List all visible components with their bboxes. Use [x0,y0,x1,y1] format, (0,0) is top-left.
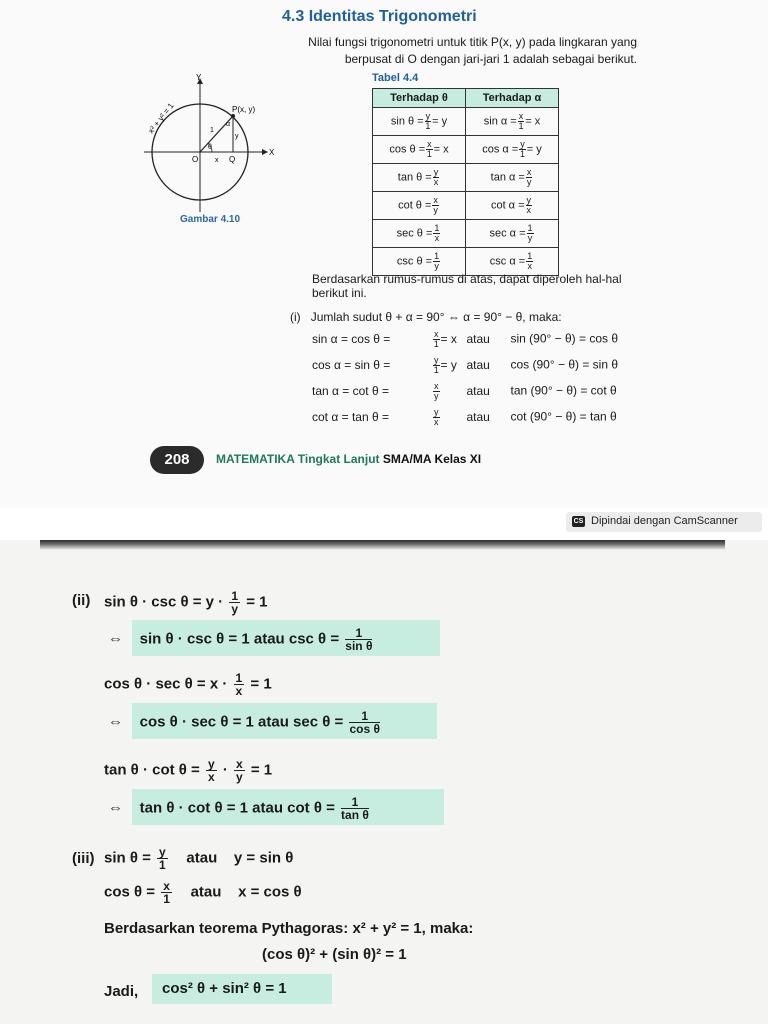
cell-rhs: = y [432,115,448,128]
ii-line-6-num: 1 [341,796,369,809]
footer-book-title [216,452,481,466]
table-row [373,220,559,248]
iii-line-1-b: y = sin θ [233,849,294,867]
ii-line-5-dot: · [222,761,228,779]
cell-num: 1 [434,251,440,261]
row-b: = y [440,357,457,372]
ii-line-3-den: x [235,684,243,698]
cell-den: 1 [425,121,431,131]
footer-plain: SMA/MA Kelas XI [382,452,482,466]
point-q-label: Q [229,155,236,164]
row-c: cot (90° − θ) = tan θ [510,409,617,424]
cell-rhs: = x [433,143,449,156]
cell-lhs: sec θ = [396,227,433,240]
theta-label: θ [208,144,212,151]
cell-frac [425,112,432,131]
cell-num: x [526,167,532,177]
x-segment-label: x [215,157,219,164]
cell-num: 1 [527,223,533,233]
row-frac [433,330,440,349]
ii-line-1-num: 1 [231,589,239,603]
cell-lhs: cot α = [490,199,525,212]
cell-frac [526,196,533,215]
pythagoras-text: Berdasarkan teorema Pythagoras: x² + y² = 1, maka: [104,920,474,937]
table-cell-alpha [466,192,559,220]
ii-line-5-num-2: x [236,757,243,771]
point-p-label: P(x, y) [232,105,256,114]
ii-line-4-a: cos θ · sec θ = 1 atau sec θ = [139,713,344,731]
row-frac [433,408,440,427]
ii-line-4-den: cos θ [349,722,380,736]
iii-line-1 [104,846,293,871]
table-cell-theta [373,136,466,164]
item-i-heading [290,310,562,324]
table-cell-alpha [466,108,559,136]
ii-line-6-a: tan θ · cot θ = 1 atau cot θ = [139,799,335,817]
point-p [231,114,235,118]
table-cell-theta [373,192,466,220]
x-axis-arrow [262,149,268,155]
cell-num: 1 [527,251,533,261]
row-c: cos (90° − θ) = sin θ [510,357,619,372]
axis-y-label: Y [196,73,202,82]
cell-frac [527,224,534,243]
ii-line-6-den: tan θ [341,808,369,822]
item-i-row [312,382,617,401]
cell-lhs: sec α = [489,227,526,240]
iii-line-2-frac [161,880,172,905]
cell-num: y [425,111,431,121]
iii-line-1-a: sin θ = [104,849,151,867]
item-iii-label: (iii) [72,850,95,867]
page-number-badge: 208 [150,446,204,474]
circle-equation: x² + y² = 1 [146,101,176,136]
row-c: tan (90° − θ) = cot θ [510,383,617,398]
ii-line-5-frac-1 [206,758,217,783]
origin-label: O [192,155,199,164]
cell-num: y [526,195,532,205]
table-cell-alpha [466,136,559,164]
ii-line-6 [108,796,371,821]
alpha-label: α [226,121,231,128]
cell-den: y [434,261,439,271]
row-num: y [434,407,439,417]
cell-num: y [433,167,439,177]
axis-x-label: X [269,148,275,157]
derived-paragraph [312,272,652,300]
row-a: cos α = sin θ = [312,357,391,372]
row-den: x [434,417,439,427]
ii-line-6-frac [341,796,369,821]
cell-frac [526,168,533,187]
ii-line-1-frac [229,590,240,615]
item-i-row [312,356,618,375]
table-header-alpha: Terhadap α [466,89,559,108]
ii-line-1-a: sin θ · csc θ = y · [104,593,224,611]
ii-line-4-num: 1 [349,710,380,723]
table-header-theta: Terhadap θ [373,89,466,108]
section-title: 4.3 Identitas Trigonometri [282,8,477,25]
row-num: y [434,355,439,365]
ii-line-4 [108,710,382,735]
ii-line-5-num-1: y [207,757,215,771]
cell-den: x [526,205,532,215]
cell-den: x [433,177,439,187]
row-atau: atau [466,331,490,346]
cell-lhs: cos θ = [389,143,426,156]
table-row [373,164,559,192]
trig-table [372,88,559,276]
table-cell-alpha [466,164,559,192]
cell-frac [519,140,526,159]
ii-line-3-frac [234,672,245,697]
ii-line-1 [104,590,268,615]
ii-line-5-den-1: x [207,770,215,784]
ii-line-2 [108,627,374,652]
ii-line-4-arrow: ⇔ [108,713,123,731]
iii-line-2-atau: atau [190,883,222,901]
table-cell-alpha [466,220,559,248]
cell-num: x [518,111,524,121]
table-cell-theta [373,164,466,192]
cell-rhs: = y [526,143,542,156]
table-row [373,136,559,164]
cell-rhs: = x [525,115,541,128]
iii-line-2-b: x = cos θ [238,883,302,901]
ii-line-1-den: y [231,602,239,616]
ii-line-3-num: 1 [235,671,243,685]
cell-frac [433,168,440,187]
cell-lhs: cot θ = [398,199,432,212]
ii-line-5-den-2: y [236,770,243,784]
row-den: y [434,391,439,401]
iii-line-1-den: 1 [159,858,166,872]
cell-den: y [526,177,532,187]
row-atau: atau [466,409,490,424]
row-den: 1 [433,365,439,375]
table-cell-theta [373,108,466,136]
cell-frac [432,196,439,215]
cell-frac [518,112,525,131]
footer-colored: MATEMATIKA Tingkat Lanjut [216,452,380,466]
table-row [373,108,559,136]
ii-line-3-b: = 1 [250,675,272,693]
ii-line-5-frac-2 [234,758,245,783]
scan-edge-shadow [40,540,725,550]
iii-line-2-den: 1 [163,892,170,906]
cell-lhs: csc θ = [396,255,433,268]
row-frac [433,382,440,401]
figure-caption: Gambar 4.10 [180,214,241,225]
iii-line-1-atau: atau [186,849,218,867]
cell-lhs: sin α = [483,115,517,128]
ii-line-3-a: cos θ · sec θ = x · [104,675,228,693]
ii-line-6-arrow: ⇔ [108,799,123,817]
final-identity: cos² θ + sin² θ = 1 [162,980,287,997]
item-ii-label: (ii) [72,592,91,609]
camscanner-text: Dipindai dengan CamScanner [591,515,738,527]
camscanner-icon: CS [573,518,584,525]
cell-frac [433,252,440,271]
cell-lhs: csc α = [489,255,526,268]
cell-frac [433,224,440,243]
cell-frac [426,140,433,159]
row-num: x [434,381,439,391]
cell-den: y [527,233,533,243]
row-b: = x [440,331,457,346]
iii-line-2 [104,880,302,905]
iii-line-2-a: cos θ = [104,883,156,901]
cell-lhs: tan θ = [397,171,432,184]
cell-lhs: sin θ = [390,115,424,128]
jadi-label: Jadi, [104,983,139,1000]
item-i-text: Jumlah sudut θ + α = 90° ⇔ α = 90° − θ, maka: [310,310,562,324]
iii-line-2-num: x [163,879,170,893]
cell-lhs: cos α = [482,143,519,156]
ii-line-5 [104,758,272,783]
ii-line-1-b: = 1 [246,593,268,611]
intro-paragraph: Nilai fungsi trigonometri untuk titik P(x, y) pada lingkaran yang berpusat di O dengan jari-jari 1 adalah sebagai berikut. [308,35,637,66]
cell-lhs: tan α = [490,171,525,184]
row-a: tan α = cot θ = [312,383,389,398]
radius-label: 1 [210,127,214,134]
derived-paragraph-text: Berdasarkan rumus-rumus di atas, dapat diperoleh hal-hal berikut ini. [312,272,622,300]
table-row [373,192,559,220]
row-c: sin (90° − θ) = cos θ [510,331,619,346]
row-atau: atau [466,357,490,372]
cell-den: x [527,261,532,271]
row-a: sin α = cos θ = [312,331,391,346]
pythagoras-equation: (cos θ)² + (sin θ)² = 1 [262,946,407,963]
iii-line-1-frac [157,846,168,871]
row-atau: atau [466,383,490,398]
ii-line-2-num: 1 [345,627,372,640]
item-i-label: (i) [290,310,301,324]
row-a: cot α = tan θ = [312,409,389,424]
row-den: 1 [433,339,439,349]
item-i-row [312,330,618,349]
item-i-row [312,408,617,427]
ii-line-5-b: = 1 [250,761,273,779]
cell-frac [526,252,533,271]
cell-den: y [433,205,438,215]
ii-line-2-frac [345,627,372,652]
table-cell-theta [373,220,466,248]
ii-line-3 [104,672,272,697]
cell-den: x [434,233,440,243]
ii-line-2-den: sin θ [345,639,373,653]
y-segment-label: y [235,133,239,140]
ii-line-5-a: tan θ · cot θ = [104,761,200,779]
cell-den: 1 [518,121,524,131]
cell-den: 1 [520,149,526,159]
iii-line-1-num: y [159,845,166,859]
camscanner-badge [566,512,762,532]
cell-den: 1 [426,149,432,159]
cell-num: x [427,139,432,149]
cell-num: x [433,195,438,205]
ii-line-4-frac [349,710,380,735]
row-num: x [434,329,439,339]
ii-line-2-arrow: ⇔ [108,630,123,648]
unit-circle-figure [140,72,280,212]
row-frac [433,356,440,375]
cell-num: 1 [434,223,440,233]
table-caption: Tabel 4.4 [372,72,419,84]
cell-num: y [520,139,525,149]
ii-line-2-a: sin θ · csc θ = 1 atau csc θ = [139,630,340,648]
